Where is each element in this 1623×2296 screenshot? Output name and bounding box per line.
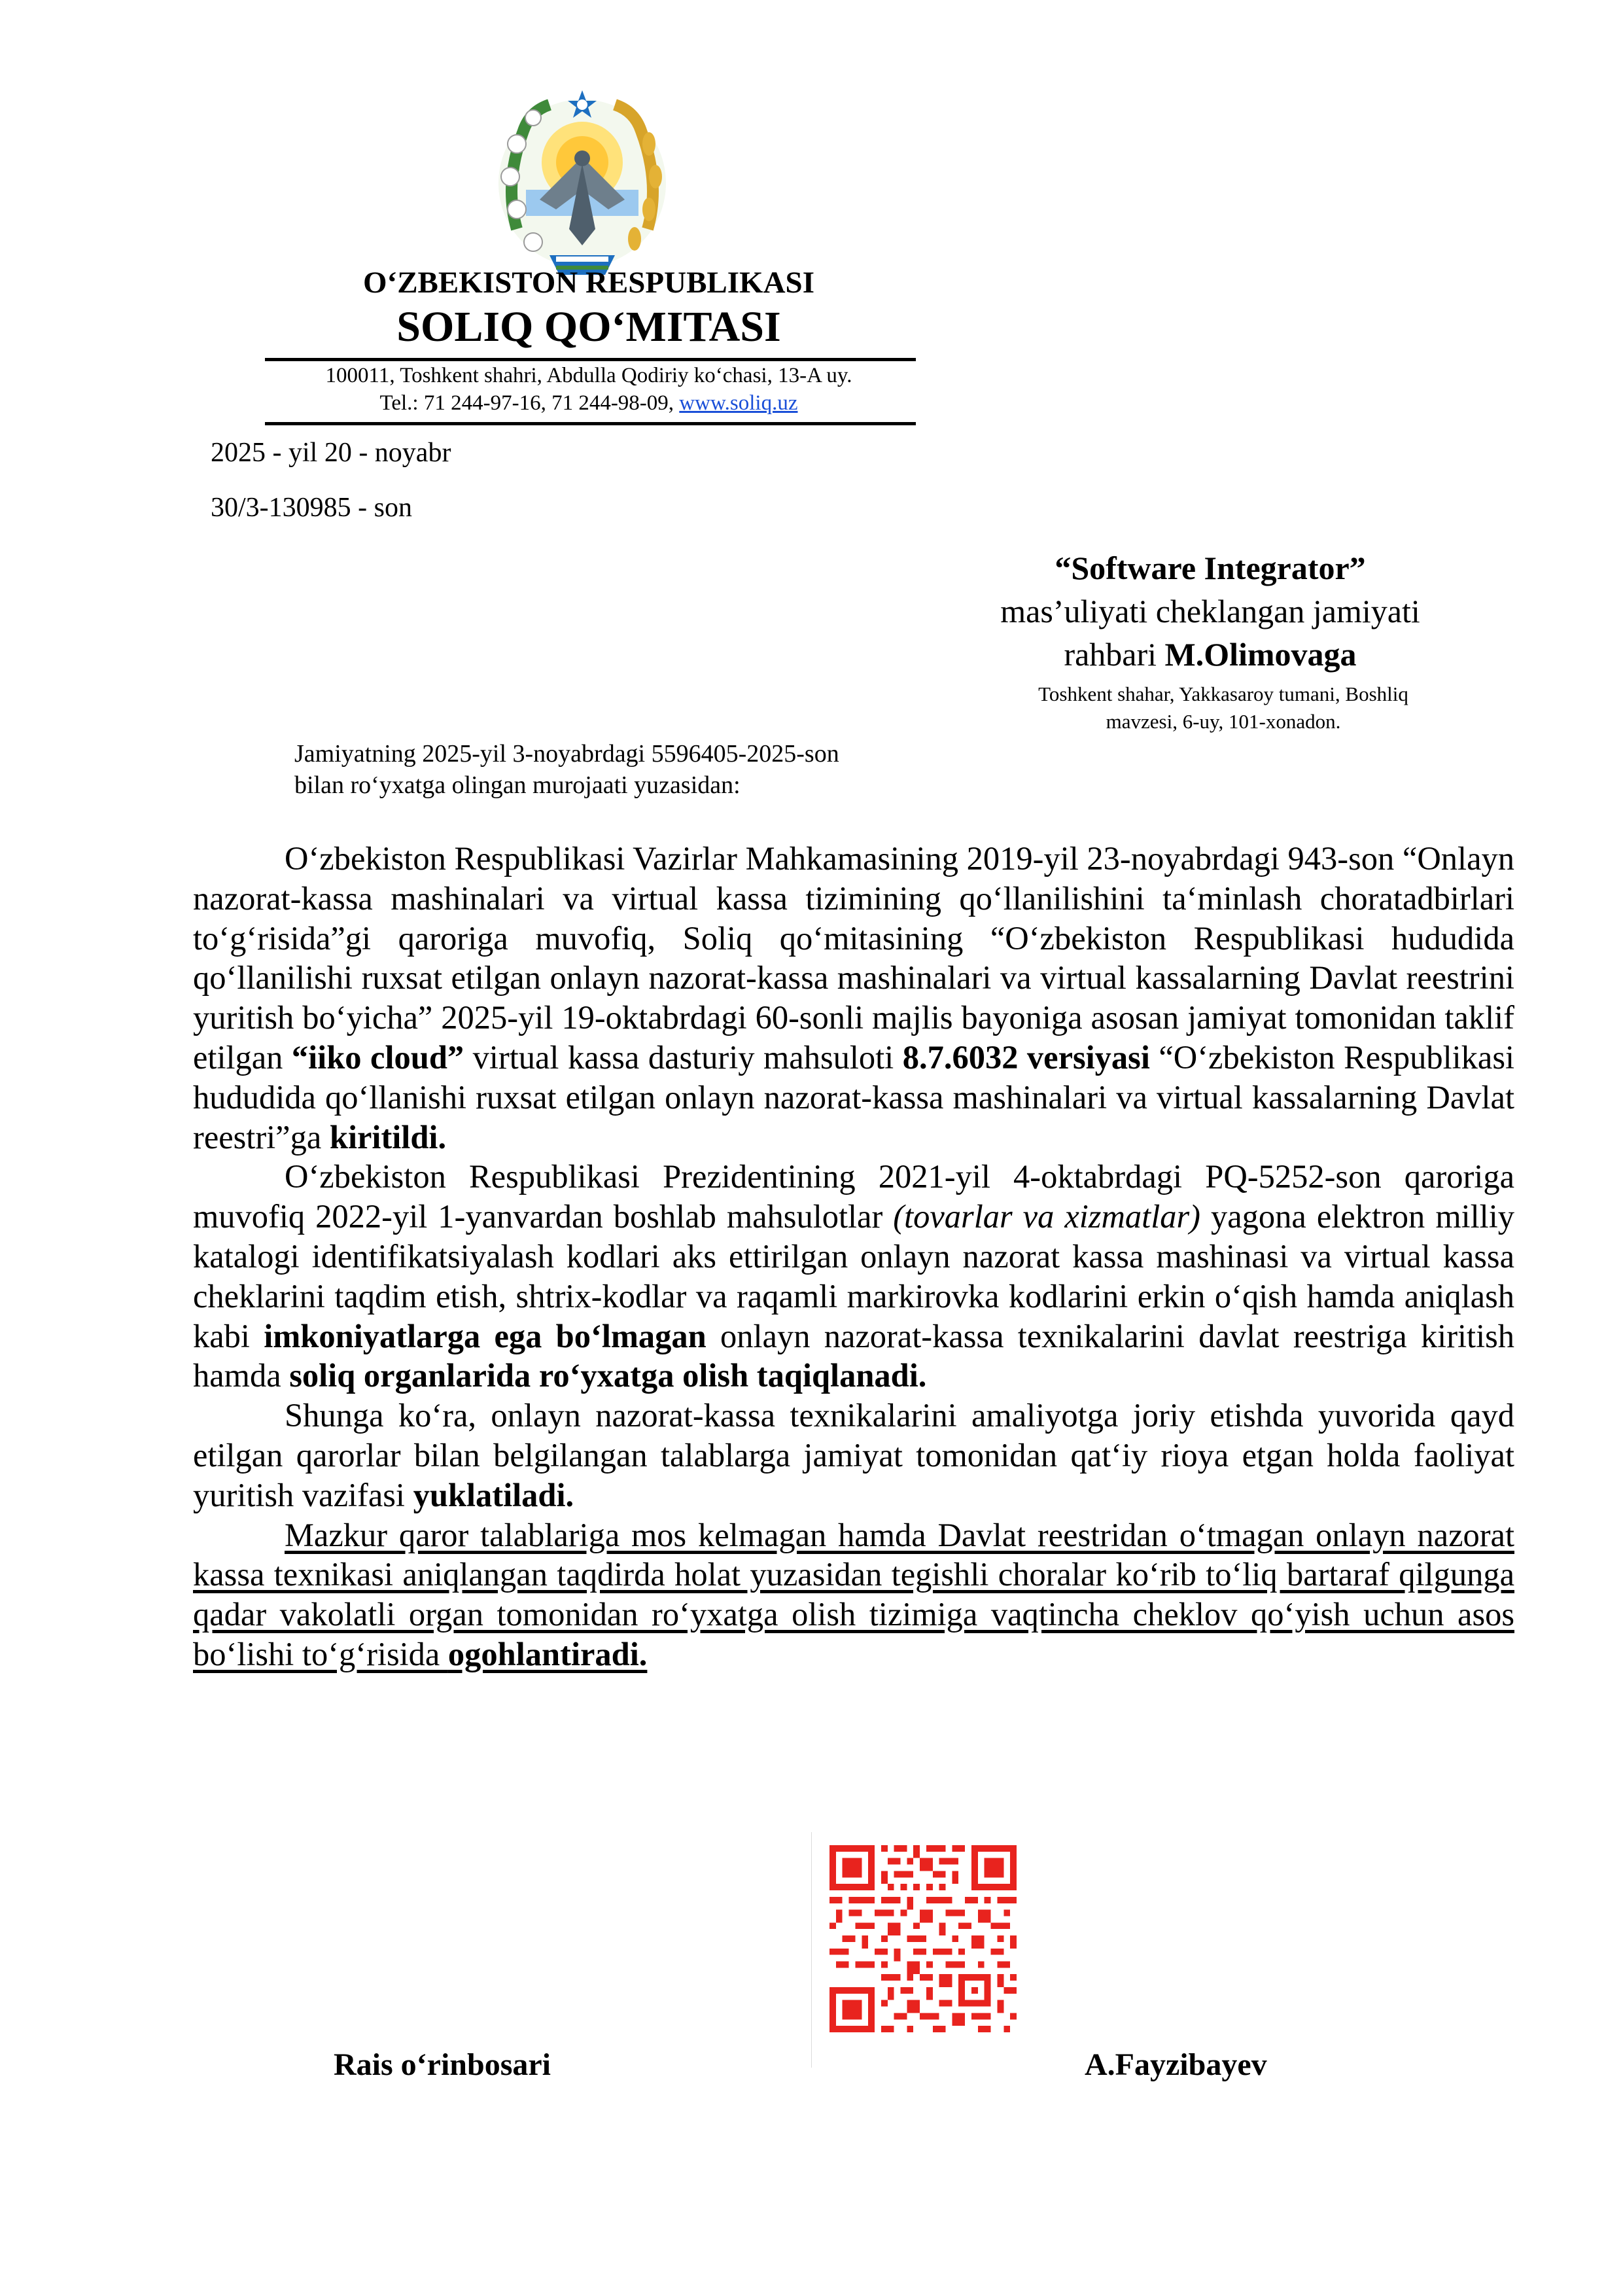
p4-underlined-text: Mazkur qaror talablariga mos kelmagan hamda Davlat reestridan o‘tmagan onlayn nazorat kassa texnikasi aniqlangan taqdirda holat yuzasidan tegishli choralar ko‘rib to‘liq bartaraf qilgunga qadar vakolatli organ tomonidan ro‘yxatga olish tizimiga vaqtincha cheklov qo‘yish uchun asos bo‘lishi to‘g‘risida xyxy=(193,1516,1514,1672)
p1-product-name: “iiko cloud” xyxy=(291,1038,464,1076)
reference-line1: Jamiyatning 2025-yil 3-noyabrdagi 5596405-2025-son xyxy=(294,740,839,768)
p1-result: kiritildi. xyxy=(329,1118,447,1156)
reference-line2: bilan ro‘yxatga olingan murojaati yuzasidan: xyxy=(294,771,741,799)
p2-text-e: onlayn nazorat-kassa texnikalarini davlat reestriga kiritish hamda xyxy=(193,1317,1515,1394)
p4-bold-underlined: ogohlantiradi. xyxy=(447,1635,648,1672)
letter-number: 30/3-130985 - son xyxy=(211,493,412,523)
reference-block xyxy=(294,738,1014,801)
recipient-block xyxy=(864,546,1557,676)
recipient-type: mas’uliyati cheklangan jamiyati xyxy=(1000,593,1420,629)
signatory-position: Rais o‘rinbosari xyxy=(334,2047,551,2082)
letter-body xyxy=(193,839,1514,1674)
org-contacts xyxy=(262,391,916,415)
recipient-head xyxy=(864,633,1557,676)
p2-bold-2: soliq organlarida ro‘yxatga olish taqiqlanadi. xyxy=(289,1357,927,1394)
recipient-address-line2: mavzesi, 6-uy, 101-xonadon. xyxy=(1106,710,1341,733)
paragraph-2 xyxy=(193,1157,1514,1396)
p3-bold: yuklatiladi. xyxy=(413,1476,574,1513)
p2-bold-1: imkoniyatlarga ega bo‘lmagan xyxy=(264,1317,707,1354)
header-rule-top xyxy=(265,358,916,361)
p2-italic: (tovarlar va xizmatlar) xyxy=(893,1198,1200,1235)
p1-text-c: virtual kassa dasturiy mahsuloti xyxy=(464,1038,903,1076)
recipient-head-prefix: rahbari xyxy=(1064,636,1165,673)
p1-text-e: “O‘zbekiston Respublikasi hududida qo‘llanishi ruxsat etilgan onlayn nazorat-kassa mashinalari va virtual kassalarning Davlat reestri”ga xyxy=(193,1038,1514,1156)
p3-text-a: Shunga ko‘ra, onlayn nazorat-kassa texnikalarini amaliyotga joriy etishda yuvorida qayd etilgan qarorlar bilan belgilangan talablarga jamiyat tomonidan qat‘iy rioya etgan holda faoliyat yuritish vazifasi xyxy=(193,1397,1514,1513)
org-phone: Tel.: 71 244-97-16, 71 244-98-09, xyxy=(379,391,674,415)
paragraph-1 xyxy=(193,839,1514,1157)
p2-text-a: O‘zbekiston Respublikasi Prezidentining 2021-yil 4-oktabrdagi PQ-5252-son qaroriga muvofiq 2022-yil 1-yanvardan boshlab mahsulotlar xyxy=(193,1158,1514,1235)
signatory-name: A.Fayzibayev xyxy=(1085,2047,1267,2082)
paragraph-4 xyxy=(193,1515,1514,1674)
state-emblem-icon xyxy=(478,85,687,288)
p1-version: 8.7.6032 versiyasi xyxy=(902,1038,1150,1076)
org-address: 100011, Toshkent shahri, Abdulla Qodiriy ko‘chasi, 13-A uy. xyxy=(325,364,852,387)
paragraph-3 xyxy=(193,1396,1514,1515)
recipient-head-name: M.Olimovaga xyxy=(1164,636,1357,673)
p1-text-a: O‘zbekiston Respublikasi Vazirlar Mahkamasining 2019-yil 23-noyabrdagi 943-son “Onlayn nazorat-kassa mashinalari va virtual kassa tizimining qo‘llanilishini ta‘minlash choratadbirlari to‘g‘risida”gi qaroriga muvofiq, Soliq qo‘mitasining “O‘zbekiston Respublikasi hududida qo‘llanilishi ruxsat etilgan onlayn nazorat-kassa mashinalari va virtual kassalarning Davlat reestrini yuritish bo‘yicha” 2025-yil 19-oktabrdagi 60-sonli majlis bayoniga asosan jamiyat tomonidan taklif etilgan xyxy=(193,840,1514,1076)
p2-text-c: yagona elektron milliy katalogi identifikatsiyalash kodlari aks ettirilgan onlayn nazorat kassa mashinasi va virtual kassa cheklarini taqdim etish, shtrix-kodlar va raqamli markirovka kodlarini erkin o‘qish hamda aniqlash kabi xyxy=(193,1198,1514,1354)
header-rule-bottom xyxy=(265,422,916,425)
org-country: O‘ZBEKISTON RESPUBLIKASI xyxy=(363,266,814,300)
recipient-address xyxy=(903,680,1544,735)
org-name: SOLIQ QO‘MITASI xyxy=(396,303,781,351)
qr-code-icon xyxy=(829,1845,1017,2032)
qr-divider xyxy=(811,1832,812,2068)
letter-date: 2025 - yil 20 - noyabr xyxy=(211,438,451,468)
recipient-address-line1: Toshkent shahar, Yakkasaroy tumani, Boshliq xyxy=(1038,682,1408,705)
org-website-link[interactable]: www.soliq.uz xyxy=(679,391,798,415)
recipient-company: “Software Integrator” xyxy=(1055,550,1366,586)
